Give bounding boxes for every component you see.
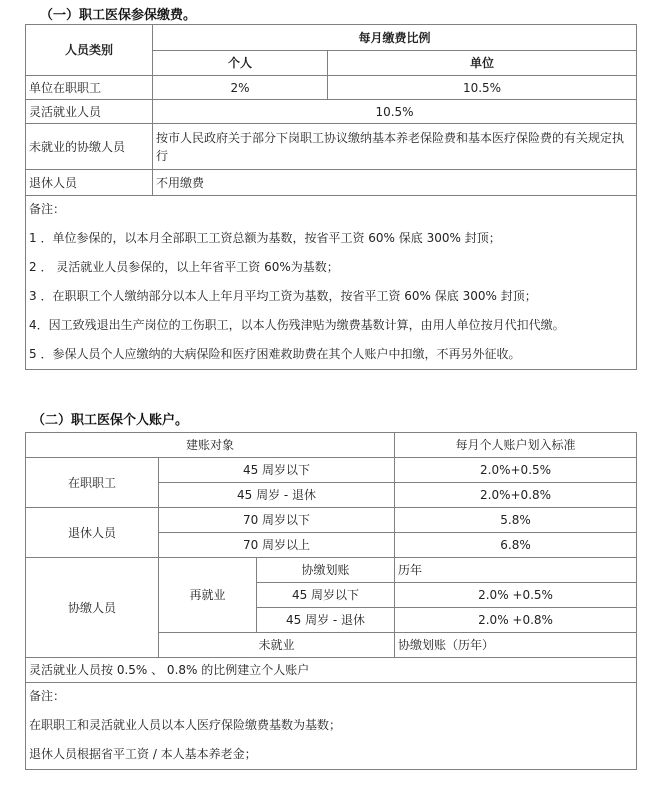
header-individual: 个人 (153, 51, 328, 76)
age-range: 70 周岁以下 (159, 508, 395, 533)
age-range: 45 周岁以下 (159, 458, 395, 483)
table-row (26, 124, 637, 170)
header-standard: 每月个人账户划入标准 (395, 433, 637, 458)
header-category: 人员类别 (26, 25, 153, 76)
reemployed-item: 协缴划账 (257, 558, 395, 583)
account-rate: 2.0%+0.5% (395, 458, 637, 483)
header-subject: 建账对象 (26, 433, 395, 458)
flexible-employment-note: 灵活就业人员按 0.5% 、 0.8% 的比例建立个人账户 (26, 658, 637, 683)
notes-cell (26, 683, 637, 770)
row-category: 退休人员 (26, 170, 153, 196)
account-rate: 2.0% +0.5% (395, 583, 637, 608)
unemployed-label: 未就业 (159, 633, 395, 658)
row-combined-rate: 按市人民政府关于部分下岗职工协议缴纳基本养老保险费和基本医疗保险费的有关规定执行 (153, 124, 637, 170)
reemployed-item: 45 周岁以下 (257, 583, 395, 608)
row-category: 灵活就业人员 (26, 100, 153, 124)
header-monthly-ratio: 每月缴费比例 (153, 25, 637, 51)
note-item: 4．因工致残退出生产岗位的工伤职工，以本人伤残津贴为缴费基数计算，由用人单位按月代扣代缴。 (29, 318, 565, 332)
row-combined-rate: 10.5% (153, 100, 637, 124)
note-item: 2 ． 灵活就业人员参保的，以上年省平工资 60%为基数； (29, 260, 339, 274)
table-row (26, 558, 637, 583)
section-1-heading: （一）职工医保参保缴费。 (40, 8, 197, 23)
note-item: 3 ．在职职工个人缴纳部分以本人上年月平均工资为基数，按省平工资 60% 保底 300% 封顶； (29, 289, 537, 303)
account-rate: 2.0% +0.8% (395, 608, 637, 633)
notes-row (26, 683, 637, 770)
table-row (26, 100, 637, 124)
reemployed-label: 再就业 (159, 558, 257, 633)
row-category: 单位在职职工 (26, 76, 153, 100)
contribution-table (25, 24, 637, 370)
note-item: 在职职工和灵活就业人员以本人医疗保险缴费基数为基数； (29, 718, 342, 732)
header-unit: 单位 (328, 51, 637, 76)
co-pay-label: 协缴人员 (26, 558, 159, 658)
table-row (26, 458, 637, 483)
row-unit-rate: 10.5% (328, 76, 637, 100)
reemployed-item: 45 周岁 - 退休 (257, 608, 395, 633)
section-2-heading: （二）职工医保个人账户。 (32, 413, 189, 428)
notes-label: 备注： (29, 689, 66, 703)
table-row (26, 508, 637, 533)
age-range: 70 周岁以上 (159, 533, 395, 558)
row-individual-rate: 2% (153, 76, 328, 100)
in-service-label: 在职职工 (26, 458, 159, 508)
table-row (26, 170, 637, 196)
note-item: 退休人员根据省平工资 / 本人基本养老金； (29, 747, 257, 761)
account-rate: 协缴划账（历年） (395, 633, 637, 658)
age-range: 45 周岁 - 退休 (159, 483, 395, 508)
notes-label: 备注： (29, 202, 66, 216)
table-row (26, 658, 637, 683)
notes-cell (26, 196, 637, 370)
table-row (26, 76, 637, 100)
notes-row (26, 196, 637, 370)
row-combined-rate: 不用缴费 (153, 170, 637, 196)
retired-label: 退休人员 (26, 508, 159, 558)
personal-account-table (25, 432, 637, 770)
row-category: 未就业的协缴人员 (26, 124, 153, 170)
note-item: 5 ．参保人员个人应缴纳的大病保险和医疗困难救助费在其个人账户中扣缴，不再另外征收。 (29, 347, 521, 361)
account-rate: 5.8% (395, 508, 637, 533)
account-rate: 2.0%+0.8% (395, 483, 637, 508)
note-item: 1 ．单位参保的，以本月全部职工工资总额为基数，按省平工资 60% 保底 300% 封顶； (29, 231, 501, 245)
account-rate: 历年 (395, 558, 637, 583)
account-rate: 6.8% (395, 533, 637, 558)
